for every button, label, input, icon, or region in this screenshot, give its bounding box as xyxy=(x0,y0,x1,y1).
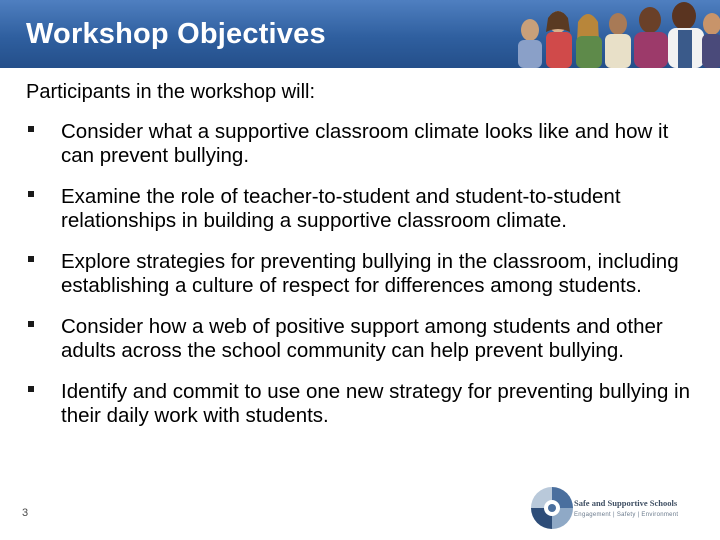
bullet-square-icon xyxy=(28,321,34,327)
logo-tagline: Engagement | Safety | Environment xyxy=(574,512,679,518)
objectives-list xyxy=(26,120,696,428)
objective-item xyxy=(26,380,696,428)
slide-header xyxy=(0,0,720,68)
intro-text: Participants in the workshop will: xyxy=(26,81,316,103)
bullet-square-icon xyxy=(28,126,34,132)
safe-supportive-schools-logo xyxy=(528,484,708,532)
objective-item xyxy=(26,250,696,298)
objective-text: Consider what a supportive classroom climate looks like and how it can prevent bullying. xyxy=(61,120,669,167)
logo-mark-icon xyxy=(528,484,576,532)
objective-text: Identify and commit to use one new strategy for preventing bullying in their daily work with students. xyxy=(61,380,691,427)
objective-item xyxy=(26,315,696,363)
slide-title: Workshop Objectives xyxy=(26,18,326,50)
bullet-square-icon xyxy=(28,386,34,392)
objective-text: Examine the role of teacher-to-student and student-to-student relationships in building a supportive classroom climate. xyxy=(61,185,621,232)
objective-item xyxy=(26,185,696,233)
objective-text: Consider how a web of positive support among students and other adults across the school community can help prevent bullying. xyxy=(61,315,663,362)
logo-name: Safe and Supportive Schools xyxy=(574,498,678,508)
objective-text: Explore strategies for preventing bullying in the classroom, including establishing a culture of respect for differences among students. xyxy=(61,250,679,297)
page-number: 3 xyxy=(22,507,29,519)
slide-content xyxy=(26,80,696,445)
bullet-square-icon xyxy=(28,191,34,197)
objective-item xyxy=(26,120,696,168)
students-photo-image xyxy=(510,0,720,68)
bullet-square-icon xyxy=(28,256,34,262)
